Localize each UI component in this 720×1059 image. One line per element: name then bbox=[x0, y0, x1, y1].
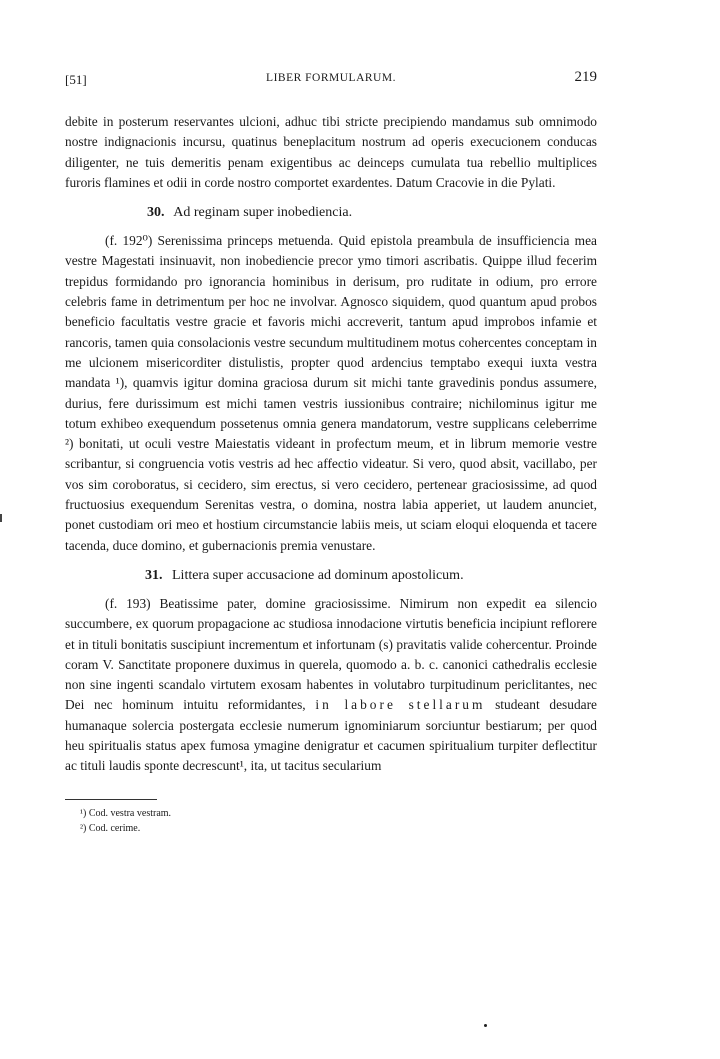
running-header bbox=[65, 69, 597, 92]
section-number-30: 30. bbox=[147, 205, 165, 221]
margin-mark bbox=[0, 514, 2, 522]
page-number: 219 bbox=[574, 69, 597, 85]
section-heading-30 bbox=[65, 203, 597, 223]
paragraph-letter-31-part-b: studeant desudare humanaque solercia postergata ecclesie numerum ignominiarum sorciuntur bestiarum; per quod heu spiritualis status apex fumosa ymagine denigratur et cacumen spiritualium turpiter deflectitur ac tituli laudis sponte decrescunt¹, ita, ut tacitus secularium bbox=[65, 697, 597, 774]
footnote-1: ¹) Cod. vestra vestram. bbox=[80, 807, 172, 819]
footnote-2: ²) Cod. cerime. bbox=[80, 822, 141, 834]
paragraph-letter-31-part-a: (f. 193) Beatissime pater, domine graciosissime. Nimirum non expedit ea silencio succumbere, ex quorum propagacione ac studiosa innodacione virtutis beneficia incipiunt reflorere et in tituli bonitatis suscipiunt incrementum et infortunam (s) pravitatis valide cohercentur. Proinde coram V. Sanctitate proponere duximus in querela, quomodo a. b. c. canonici cathedralis ecclesie non sine ingenti scandalo virtutem exosam habentes in volutabro turpitudinum periclitantes, nec Dei nec hominum intuitu reformidantes, bbox=[65, 595, 597, 713]
bottom-ink-dot bbox=[484, 1024, 487, 1027]
section-title-31: Littera super accusacione ad dominum apostolicum. bbox=[172, 567, 464, 583]
section-title-30: Ad reginam super inobediencia. bbox=[173, 205, 353, 221]
header-section-number: [51] bbox=[65, 72, 87, 87]
paragraph-letter-31 bbox=[65, 594, 597, 777]
header-title: LIBER FORMULARUM. bbox=[266, 72, 396, 84]
section-number-31: 31. bbox=[145, 567, 163, 583]
paragraph-continuation: debite in posterum reservantes ulcioni, adhuc tibi stricte precipiendo mandamus sub omnimodo nostre indignacionis incursu, quatinus beneplacitum nostrum ad operis execucionem conducas diligenter, ne tuis demeritis penam exigentibus ac deinceps cumulata tua rebellio multiplices furoris flamines et odii in corde nostro comportet exardentes. Datum Cracovie in die Pylati. bbox=[65, 114, 597, 190]
section-heading-31 bbox=[65, 566, 597, 586]
book-page bbox=[65, 69, 597, 836]
footnote-divider bbox=[65, 799, 157, 800]
paragraph-letter-31-spaced: in labore stellarum bbox=[315, 697, 486, 713]
paragraph-letter-30: (f. 192⁰) Serenissima princeps metuenda. Quid epistola preambula de insufficiencia mea vestre Magestati insinuavit, non inobediencie precor ymo timori ascribatis. Quippe illud fecerim trepidus formidando pro ignorancia hominibus in derisum, pro ruditate in odium, pro errore celebris fame in detrimentum per hoc ne involvar. Agnosco siquidem, quod quantum apud probos beneficio facultatis vestre gracie et favoris michi accreverit, tantum apud improbos infamie et rancoris, tamen quia consolacionis vestre secundum multitudinem motus cohercentes conceptam in me ulcionem misericorditer distulistis, propter quod ardencius temptabo exequi iuxta vestra mandata ¹), quamvis igitur domina graciosa durum sit michi tante gravedinis pondus assumere, durius, fere durissimum est michi tamen vestris iussionibus contraire; nichilominus igitur me totum exhibeo exequendum possetenus omnia genera mandatorum, vestre supplicans celeberrime ²) bonitati, ut oculi vestre Maiestatis videant in profectum meum, et in librum memorie vestre scribantur, si congruencia votis vestris ad hec affectio videatur. Si vero, quod absit, vacillabo, per vos sim coroboratus, si cecidero, sim erectus, si vero cecidero, pertenear graciosissime, ad quod fructuosius exequendum Serenitas vestra, o domina, nostra labia apperiet, ut laudem anunciet, ponet custodiam ori meo et hostium circumstancie labiis meis, ut sciam eloqui eloquenda et tacere tacenda, duce domino, et gubernacionis premia venustare. bbox=[65, 233, 597, 553]
